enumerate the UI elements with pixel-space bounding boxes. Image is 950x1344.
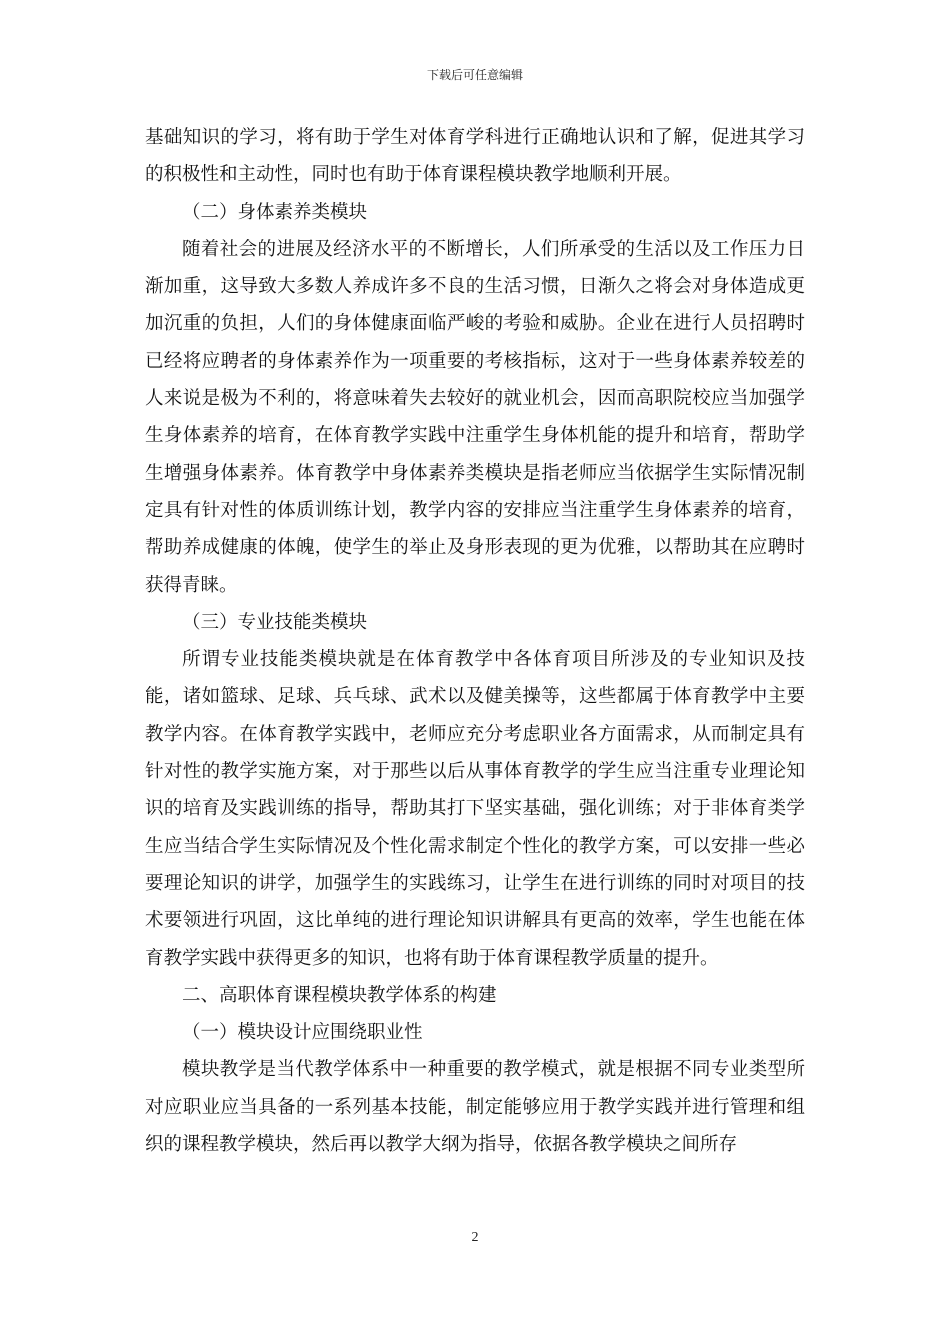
page-number: 2 (471, 1230, 479, 1245)
paragraph: 随着社会的进展及经济水平的不断增长，人们所承受的生活以及工作压力日渐加重，这导致大多数人养成许多不良的生活习惯，日渐久之将会对身体造成更加沉重的负担，人们的身体健康面临严峻的考验和威胁。企业在进行人员招聘时已经将应聘者的身体素养作为一项重要的考核指标，这对于一些身体素养较差的人来说是极为不利的，将意味着失去较好的就业机会，因而高职院校应当加强学生身体素养的培育，在体育教学实践中注重学生身体机能的提升和培育，帮助学生增强身体素养。体育教学中身体素养类模块是指老师应当依据学生实际情况制定具有针对性的体质训练计划，教学内容的安排应当注重学生身体素养的培育，帮助养成健康的体魄，使学生的举止及身形表现的更为优雅，以帮助其在应聘时获得青睐。 (145, 238, 805, 596)
header-note: 下载后可任意编辑 (426, 68, 523, 82)
paragraph: 模块教学是当代教学体系中一种重要的教学模式，就是根据不同专业类型所对应职业应当具备的一系列基本技能，制定能够应用于教学实践并进行管理和组织的课程教学模块，然后再以教学大纲为指导，依据各教学模块之间所存 (145, 1059, 805, 1156)
section-heading: （二）身体素养类模块 (182, 201, 368, 223)
body-text (145, 119, 805, 1163)
section-heading: （三）专业技能类模块 (182, 611, 368, 633)
chapter-heading: 二、高职体育课程模块教学体系的构建 (182, 984, 497, 1006)
paragraph: 基础知识的学习，将有助于学生对体育学科进行正确地认识和了解，促进其学习的积极性和主动性，同时也有助于体育课程模块教学地顺利开展。 (145, 127, 805, 186)
paragraph: 所谓专业技能类模块就是在体育教学中各体育项目所涉及的专业知识及技能，诸如篮球、足球、兵乓球、武术以及健美操等，这些都属于体育教学中主要教学内容。在体育教学实践中，老师应充分考虑职业各方面需求，从而制定具有针对性的教学实施方案，对于那些以后从事体育教学的学生应当注重专业理论知识的培育及实践训练的指导，帮助其打下坚实基础，强化训练；对于非体育类学生应当结合学生实际情况及个性化需求制定个性化的教学方案，可以安排一些必要理论知识的讲学，加强学生的实践练习，让学生在进行训练的同时对项目的技术要领进行巩固，这比单纯的进行理论知识讲解具有更高的效率，学生也能在体育教学实践中获得更多的知识，也将有助于体育课程教学质量的提升。 (145, 649, 805, 969)
section-heading: （一）模块设计应围绕职业性 (182, 1022, 423, 1044)
